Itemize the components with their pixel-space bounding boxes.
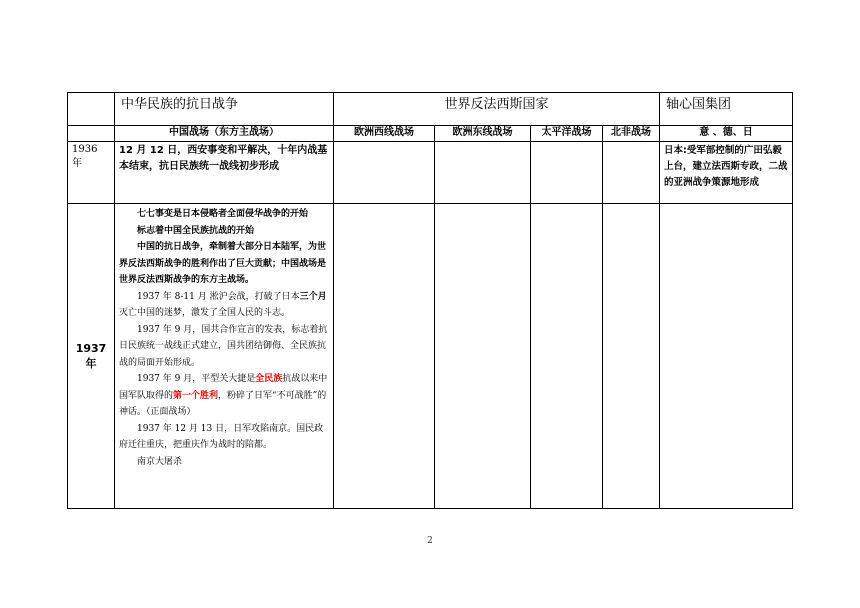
header-europe-west: 欧洲西线战场 [334, 126, 435, 142]
three-months-emphasis: 三个月 [299, 291, 327, 302]
empty-cell [334, 204, 435, 509]
empty-cell [603, 204, 660, 509]
songhu-battle-paragraph [119, 289, 329, 322]
header-china-war: 中华民族的抗日战争 [115, 93, 334, 126]
header-europe-east: 欧洲东线战场 [435, 126, 531, 142]
header-world-anti-fascist: 世界反法西斯国家 [334, 93, 660, 126]
history-table [67, 92, 793, 509]
year-1937: 1937 年 [68, 204, 115, 509]
china-1937-text [115, 204, 334, 509]
first-victory-emphasis: 第一个胜利 [173, 390, 219, 401]
empty-cell [334, 142, 435, 204]
empty-cell [531, 142, 603, 204]
empty-cell [660, 204, 793, 509]
empty-cell [531, 204, 603, 509]
pingxingguan-text-a: 1937 年 9 月，平型关大捷是 [137, 374, 256, 384]
header-pacific: 太平洋战场 [531, 126, 603, 142]
header-row-2 [68, 126, 793, 142]
marco-polo-bridge-paragraph: 七七事变是日本侵略者全面侵华战争的开始 [137, 209, 309, 219]
china-1936-text: 12 月 12 日，西安事变和平解决，十年内战基本结束，抗日民族统一战线初步形成 [115, 142, 334, 204]
header-axis-powers: 轴心国集团 [660, 93, 793, 126]
axis-1936-text: 日本:受军部控制的广田弘毅上台，建立法西斯专政，二战的亚洲战争策源地形成 [660, 142, 793, 204]
header-year-cell [68, 93, 115, 126]
row-1936 [68, 142, 793, 204]
pingxingguan-text-e: ，粉碎了日军“不可战胜”的神话。（正面战场） [119, 390, 327, 417]
songhu-text-c: 灭亡中国的迷梦，激发了全国人民的斗志。 [119, 308, 291, 318]
empty-cell [603, 142, 660, 204]
whole-nation-emphasis: 全民族 [255, 374, 283, 384]
kmt-cpc-cooperation-paragraph: 1937 年 9 月，国共合作宣言的发表，标志着抗日民族统一战线正式建立，国共团结御侮、全民族抗战的局面开始形成。 [119, 324, 328, 368]
nanjing-massacre-paragraph: 南京大屠杀 [137, 456, 183, 467]
national-resistance-paragraph: 标志着中国全民族抗战的开始 [137, 225, 255, 236]
empty-cell [435, 204, 531, 509]
row-1937 [68, 204, 793, 509]
pingxingguan-paragraph [119, 371, 329, 421]
header-north-africa: 北非战场 [603, 126, 660, 142]
header-axis-members: 意 、德、日 [660, 126, 793, 142]
songhu-text-a: 1937 年 8-11 月 淞沪会战，打破了日本 [137, 291, 300, 302]
header2-year-cell [68, 126, 115, 142]
header-china-theater: 中国战场（东方主战场） [115, 126, 334, 142]
nanjing-fall-paragraph: 1937 年 12 月 13 日，日军攻陷南京。国民政府迁往重庆，把重庆作为战时的陪都。 [119, 423, 324, 450]
page-number: 2 [427, 536, 433, 546]
year-1936: 1936 年 [68, 142, 115, 204]
header-row-1 [68, 93, 793, 126]
eastern-theater-paragraph: 中国的抗日战争，牵制着大部分日本陆军，为世界反法西斯战争的胜利作出了巨大贡献；中国战场是世界反法西斯战争的东方主战场。 [119, 242, 327, 285]
pingxingguan-text-c: 抗战以来中国军队取得的 [119, 374, 328, 401]
empty-cell [435, 142, 531, 204]
